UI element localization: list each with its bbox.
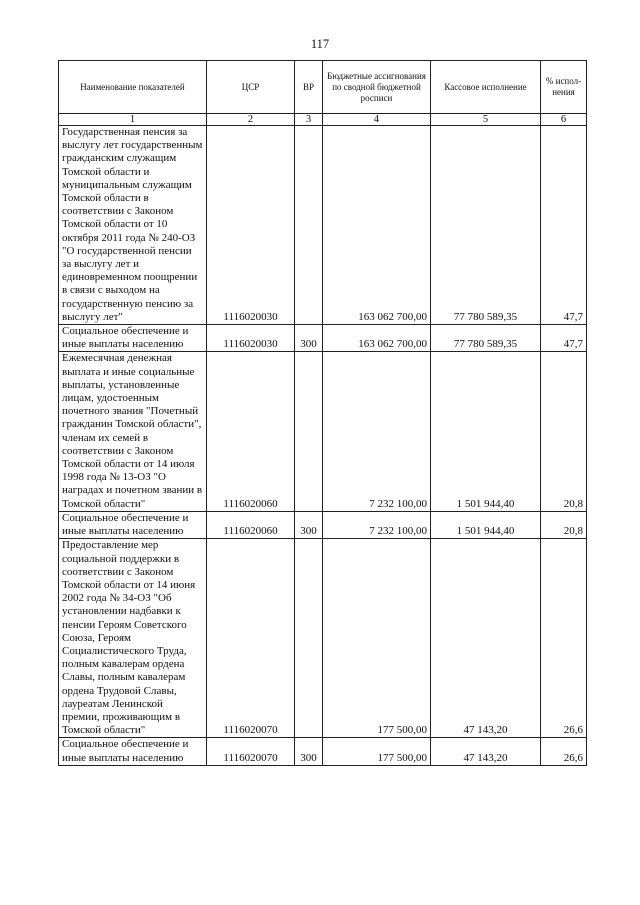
row-name: Социальное обеспечение и иные выплаты населению xyxy=(59,511,207,538)
row-pct: 47,7 xyxy=(541,126,587,325)
row-name: Предоставление мер социальной поддержки в соответствии с Законом Томской области от 14 июня 2002 года № 34-ОЗ "Об установлении надбавки к пенсии Героям Советского Союза, Героям Социалистического Труда, полным кавалерам ордена Славы, полным кавалерам ордена Трудовой Славы, лауреатам Ленинской премии, проживающим в Томской области" xyxy=(59,539,207,738)
row-cash: 47 143,20 xyxy=(431,738,541,765)
column-number: 4 xyxy=(323,114,431,126)
row-name: Социальное обеспечение и иные выплаты населению xyxy=(59,738,207,765)
row-pct: 20,8 xyxy=(541,352,587,511)
table-header-row xyxy=(59,61,587,114)
row-csr: 1116020070 xyxy=(207,539,295,738)
row-pct: 26,6 xyxy=(541,738,587,765)
row-budget: 177 500,00 xyxy=(323,539,431,738)
table-row xyxy=(59,352,587,511)
row-name: Ежемесячная денежная выплата и иные социальные выплаты, установленные лицам, удостоенным почетного звания "Почетный гражданин Томской области", членам их семей в соответствии с Законом Томской области от 14 июля 1998 года № 13-ОЗ "О наградах и почетном звании в Томской области" xyxy=(59,352,207,511)
row-cash: 1 501 944,40 xyxy=(431,352,541,511)
page-number: 117 xyxy=(310,37,330,51)
row-csr: 1116020030 xyxy=(207,325,295,352)
table-row xyxy=(59,126,587,325)
header-budget: Бюджетные ассигнования по сводной бюджетной росписи xyxy=(323,61,431,114)
row-cash: 1 501 944,40 xyxy=(431,511,541,538)
column-number: 1 xyxy=(59,114,207,126)
header-cash: Кассовое исполнение xyxy=(431,61,541,114)
header-vr: ВР xyxy=(295,61,323,114)
row-cash: 47 143,20 xyxy=(431,539,541,738)
row-vr: 300 xyxy=(295,325,323,352)
row-vr xyxy=(295,126,323,325)
row-vr: 300 xyxy=(295,511,323,538)
row-budget: 7 232 100,00 xyxy=(323,352,431,511)
header-csr: ЦСР xyxy=(207,61,295,114)
table-row xyxy=(59,738,587,765)
row-budget: 7 232 100,00 xyxy=(323,511,431,538)
row-budget: 163 062 700,00 xyxy=(323,325,431,352)
column-number: 6 xyxy=(541,114,587,126)
header-name: Наименование показателей xyxy=(59,61,207,114)
row-name: Социальное обеспечение и иные выплаты населению xyxy=(59,325,207,352)
row-name: Государственная пенсия за выслугу лет государственным гражданским служащим Томской области и муниципальным служащим Томской области в соответствии с Законом Томской области от 10 октября 2011 года № 240-ОЗ "О государственной пенсии за выслугу лет и единовременном поощрении в связи с выходом на государственную пенсию за выслугу лет" xyxy=(59,126,207,325)
row-pct: 20,8 xyxy=(541,511,587,538)
row-budget: 177 500,00 xyxy=(323,738,431,765)
table-row xyxy=(59,325,587,352)
header-pct: % испол-нения xyxy=(541,61,587,114)
row-cash: 77 780 589,35 xyxy=(431,126,541,325)
table-row xyxy=(59,511,587,538)
row-vr xyxy=(295,539,323,738)
row-budget: 163 062 700,00 xyxy=(323,126,431,325)
row-cash: 77 780 589,35 xyxy=(431,325,541,352)
row-pct: 47,7 xyxy=(541,325,587,352)
row-vr xyxy=(295,352,323,511)
column-number: 2 xyxy=(207,114,295,126)
column-number-row xyxy=(59,114,587,126)
row-csr: 1116020060 xyxy=(207,352,295,511)
column-number: 5 xyxy=(431,114,541,126)
row-pct: 26,6 xyxy=(541,539,587,738)
row-vr: 300 xyxy=(295,738,323,765)
row-csr: 1116020030 xyxy=(207,126,295,325)
budget-execution-table xyxy=(58,60,587,766)
row-csr: 1116020060 xyxy=(207,511,295,538)
column-number: 3 xyxy=(295,114,323,126)
table-row xyxy=(59,539,587,738)
row-csr: 1116020070 xyxy=(207,738,295,765)
